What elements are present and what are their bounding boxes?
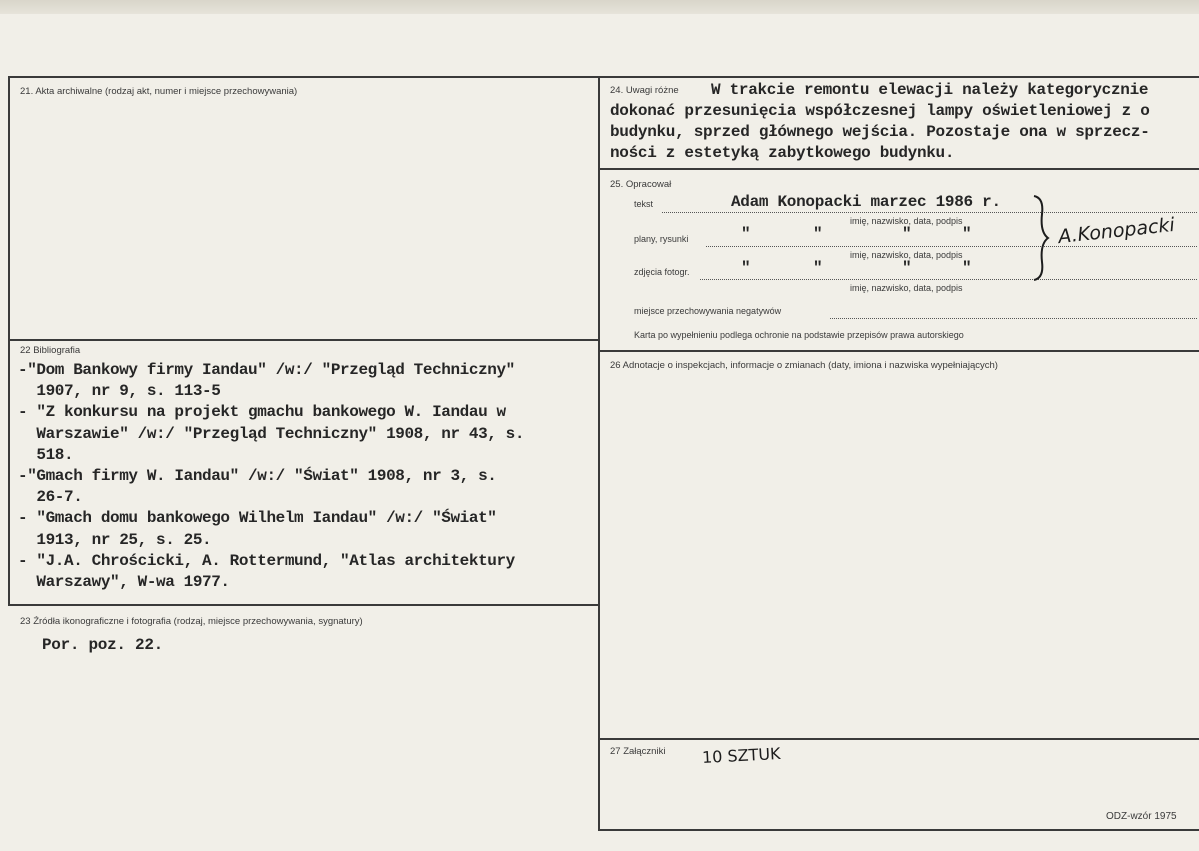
field-27-value: 10 SZTUK [701,743,781,768]
field-24-line-1: W trakcie remontu elewacji należy kategorycznie [711,81,1149,99]
field-24-label: 24. Uwagi różne [610,85,679,96]
plany-caption: imię, nazwisko, data, podpis [850,250,963,260]
negatives-dotted-line [830,318,1197,319]
form-footer: ODZ-wzór 1975 [1106,811,1177,822]
field-24-line-4: ności z estetyką zabytkowego budynku. [610,144,955,162]
rule-22-23 [8,604,598,606]
left-border [8,76,10,606]
rule-24-25 [598,168,1199,170]
tekst-dotted-line [662,212,1197,213]
tekst-label: tekst [634,199,654,209]
bibliography-line: 518. [18,445,74,464]
bibliography-line: 1913, nr 25, s. 25. [18,530,212,549]
plany-ditto-2: " [813,225,823,243]
field-23-label: 23 Źródła ikonograficzne i fotografia (rodzaj, miejsce przechowywania, sygnatury) [20,616,363,627]
plany-ditto-1: " [741,225,751,243]
signature: A.Konopacki [1057,213,1176,249]
plany-label: plany, rysunki [634,234,689,244]
field-25-label: 25. Opracował [610,179,672,190]
rule-26-27 [598,738,1199,740]
scan-top-edge [0,0,1199,14]
tekst-value: Adam Konopacki marzec 1986 r. [731,193,1001,211]
field-26-label: 26 Adnotacje o inspekcjach, informacje o zmianach (daty, imiona i nazwiska wypełniających) [610,360,998,371]
bibliography-line: - "J.A. Chrościcki, A. Rottermund, "Atlas architektury [18,551,515,570]
bibliography-line: -"Dom Bankowy firmy Iandau" /w:/ "Przegląd Techniczny" [18,361,515,379]
brace-mark [1030,194,1052,282]
field-21-label: 21. Akta archiwalne (rodzaj akt, numer i miejsce przechowywania) [20,86,298,97]
rule-25-26 [598,350,1199,352]
top-rule [8,76,1199,78]
copyright-note: Karta po wypełnieniu podlega ochronie na podstawie przepisów prawa autorskiego [634,330,964,340]
center-divider [598,76,600,831]
field-24-line-3: budynku, sprzed głównego wejścia. Pozostaje ona w sprzecz- [610,123,1150,141]
bibliography-line: 1907, nr 9, s. 113-5 [18,382,221,401]
field-24-line-2: dokonać przesunięcia współczesnej lampy oświetleniowej z o [610,102,1150,120]
plany-ditto-4: " [962,225,972,243]
zdjecia-ditto-4: " [962,259,972,277]
field-22-label: 22 Bibliografia [20,345,81,356]
bibliography-line: -"Gmach firmy W. Iandau" /w:/ "Świat" 1908, nr 3, s. [18,467,497,485]
field-27-label: 27 Załączniki [610,746,666,757]
bibliography-line: 26-7. [18,488,83,507]
zdjecia-ditto-3: " [902,259,912,277]
field-23-value: Por. poz. 22. [42,636,163,654]
bibliography-line: - "Z konkursu na projekt gmachu bankowego W. Iandau w [18,403,506,422]
zdjecia-dotted-line [700,279,1197,280]
bibliography-line: Warszawy", W-wa 1977. [18,573,230,591]
rule-21-22 [8,339,598,341]
zdjecia-ditto-1: " [741,259,751,277]
zdjecia-ditto-2: " [813,259,823,277]
zdjecia-caption: imię, nazwisko, data, podpis [850,283,963,293]
zdjecia-label: zdjęcia fotogr. [634,267,690,277]
bibliography-line: - "Gmach domu bankowego Wilhelm Iandau" /w:/ "Świat" [18,509,497,528]
negatives-label: miejsce przechowywania negatywów [634,306,782,316]
tekst-caption: imię, nazwisko, data, podpis [850,216,963,226]
bibliography-line: Warszawie" /w:/ "Przegląd Techniczny" 1908, nr 43, s. [18,424,525,443]
bottom-rule-27 [598,829,1199,831]
plany-dotted-line [706,246,1197,247]
plany-ditto-3: " [902,225,912,243]
